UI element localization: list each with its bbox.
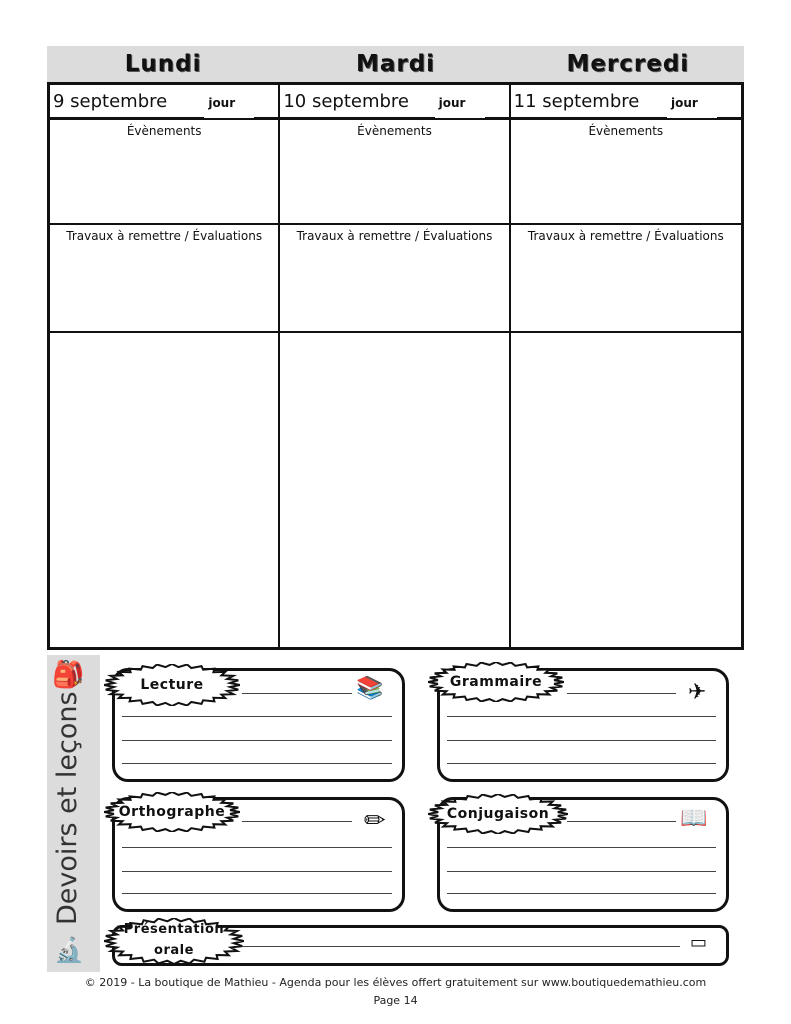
writing-line[interactable]	[447, 871, 716, 872]
presentation-label	[104, 918, 244, 964]
notes-cell[interactable]	[280, 333, 510, 647]
writing-line[interactable]	[122, 871, 392, 872]
day-header-row	[47, 46, 744, 82]
jour-field[interactable]: jour	[667, 88, 717, 118]
writing-line[interactable]	[447, 847, 716, 848]
writing-line[interactable]	[240, 946, 680, 947]
date-text: 11 septembre	[513, 91, 640, 112]
orthographe-label	[104, 792, 240, 832]
label-text: Présentation	[123, 922, 225, 937]
books-icon: 📚	[356, 676, 384, 701]
microscope-icon: 🔬	[54, 936, 84, 964]
day-name: Mercredi	[566, 51, 690, 77]
presentation-board-icon: ▭	[690, 932, 708, 953]
notes-cell[interactable]	[50, 333, 280, 647]
jour-field[interactable]: jour	[204, 88, 254, 118]
day-name: Lundi	[124, 51, 202, 77]
backpack-icon: 🎒	[52, 660, 85, 690]
writing-line[interactable]	[122, 740, 392, 741]
label-text: orale	[154, 943, 194, 958]
writing-line[interactable]	[447, 740, 716, 741]
paper-plane-icon: ✈	[688, 680, 707, 705]
date-cell	[511, 85, 741, 120]
writing-line[interactable]	[242, 821, 352, 822]
agenda-grid	[47, 82, 744, 650]
page-number: Page 14	[373, 994, 418, 1007]
work-cell[interactable]: Travaux à remettre / Évaluations	[511, 225, 741, 333]
conjugaison-label	[428, 794, 568, 834]
date-text: 10 septembre	[283, 91, 410, 112]
writing-line[interactable]	[447, 763, 716, 764]
writing-line[interactable]	[122, 763, 392, 764]
writing-line[interactable]	[122, 847, 392, 848]
notes-cell[interactable]	[511, 333, 741, 647]
open-book-icon: 📖	[680, 806, 708, 831]
jour-field[interactable]: jour	[435, 88, 485, 118]
events-cell[interactable]: Évènements	[50, 120, 280, 225]
writing-line[interactable]	[447, 716, 716, 717]
events-cell[interactable]: Évènements	[280, 120, 510, 225]
label-text: Conjugaison	[446, 806, 550, 822]
events-cell[interactable]: Évènements	[511, 120, 741, 225]
pencil-icon: ✏	[364, 806, 386, 836]
grammaire-label	[428, 662, 564, 702]
date-text: 9 septembre	[53, 91, 168, 112]
writing-line[interactable]	[567, 693, 676, 694]
date-cell	[280, 85, 510, 120]
writing-line[interactable]	[447, 893, 716, 894]
lecture-label	[104, 664, 240, 706]
label-text: Grammaire	[449, 674, 543, 690]
work-cell[interactable]: Travaux à remettre / Évaluations	[280, 225, 510, 333]
writing-line[interactable]	[122, 893, 392, 894]
footer-copyright: © 2019 - La boutique de Mathieu - Agenda pour les élèves offert gratuitement sur www.boutiquedemathieu.com	[84, 976, 707, 989]
work-cell[interactable]: Travaux à remettre / Évaluations	[50, 225, 280, 333]
writing-line[interactable]	[242, 693, 352, 694]
label-text: Orthographe	[118, 804, 226, 820]
homework-title: Devoirs et leçons	[52, 691, 83, 925]
writing-line[interactable]	[567, 821, 676, 822]
day-name: Mardi	[355, 51, 436, 77]
label-text: Lecture	[140, 677, 204, 693]
date-cell	[50, 85, 280, 120]
writing-line[interactable]	[122, 716, 392, 717]
